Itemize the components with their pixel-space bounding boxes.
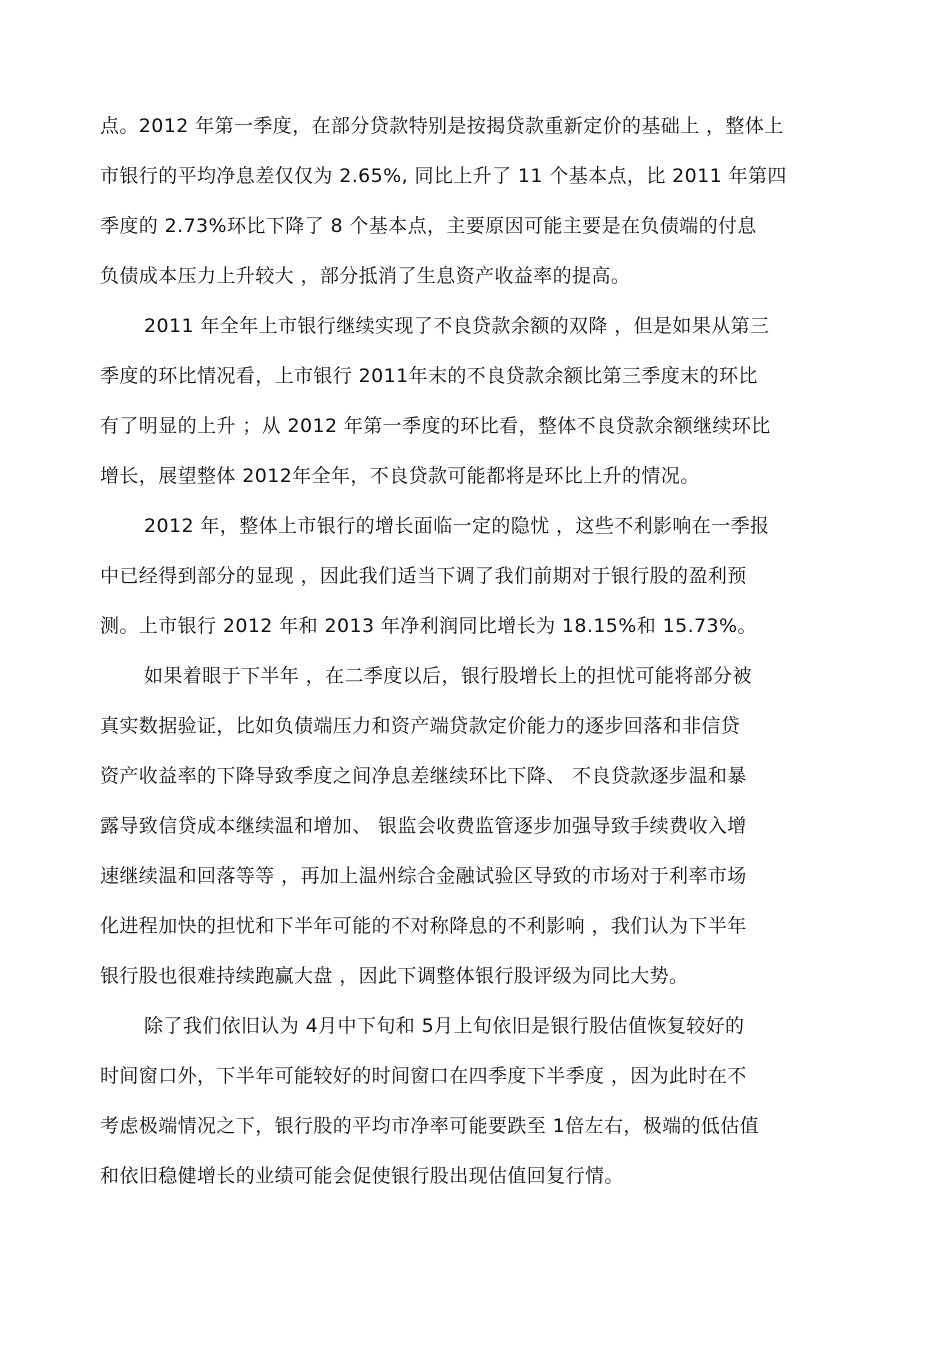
text-line: 银行股也很难持续跑赢大盘 ，因此下调整体银行股评级为同比大势。 [100, 965, 689, 987]
text-line: 2012 年，整体上市银行的增长面临一定的隐忧 ，这些不利影响在一季报 [144, 515, 770, 537]
text-line: 中已经得到部分的显现 ，因此我们适当下调了我们前期对于银行股的盈利预 [100, 565, 747, 587]
text-line: 考虑极端情况之下，银行股的平均市净率可能要跌至 1倍左右，极端的低估值 [100, 1115, 760, 1137]
text-line: 露导致信贷成本继续温和增加、 银监会收费监管逐步加强导致手续费收入增 [100, 815, 747, 837]
text-line: 时间窗口外，下半年可能较好的时间窗口在四季度下半季度 ，因为此时在不 [100, 1065, 747, 1087]
text-line: 点。2012 年第一季度，在部分贷款特别是按揭贷款重新定价的基础上 ，整体上 [100, 115, 784, 137]
text-line: 化进程加快的担忧和下半年可能的不对称降息的不利影响 ，我们认为下半年 [100, 915, 747, 937]
text-line: 资产收益率的下降导致季度之间净息差继续环比下降、 不良贷款逐步温和暴 [100, 765, 747, 787]
text-line: 季度的环比情况看，上市银行 2011年末的不良贷款余额比第三季度末的环比 [100, 365, 758, 387]
text-line: 测。上市银行 2012 年和 2013 年净利润同比增长为 18.15%和 15.73%。 [100, 615, 757, 637]
text-line: 和依旧稳健增长的业绩可能会促使银行股出现估值回复行情。 [100, 1165, 624, 1187]
text-line: 市银行的平均净息差仅仅为 2.65%, 同比上升了 11 个基本点，比 2011 年第四 [100, 165, 787, 187]
text-line: 真实数据验证，比如负债端压力和资产端贷款定价能力的逐步回落和非信贷 [100, 715, 741, 737]
text-line: 速继续温和回落等等 ，再加上温州综合金融试验区导致的市场对于利率市场 [100, 865, 747, 887]
text-line: 如果着眼于下半年 ，在二季度以后，银行股增长上的担忧可能将部分被 [144, 665, 752, 687]
text-line: 负债成本压力上升较大 ，部分抵消了生息资产收益率的提高。 [100, 265, 631, 287]
text-line: 2011 年全年上市银行继续实现了不良贷款余额的双降 ，但是如果从第三 [144, 315, 770, 337]
text-line: 增长，展望整体 2012年全年，不良贷款可能都将是环比上升的情况。 [100, 465, 700, 487]
text-line: 除了我们依旧认为 4月中下旬和 5月上旬依旧是银行股估值恢复较好的 [144, 1015, 745, 1037]
text-line: 有了明显的上升 ；从 2012 年第一季度的环比看，整体不良贷款余额继续环比 [100, 415, 771, 437]
text-line: 季度的 2.73%环比下降了 8 个基本点，主要原因可能主要是在负债端的付息 [100, 215, 757, 237]
